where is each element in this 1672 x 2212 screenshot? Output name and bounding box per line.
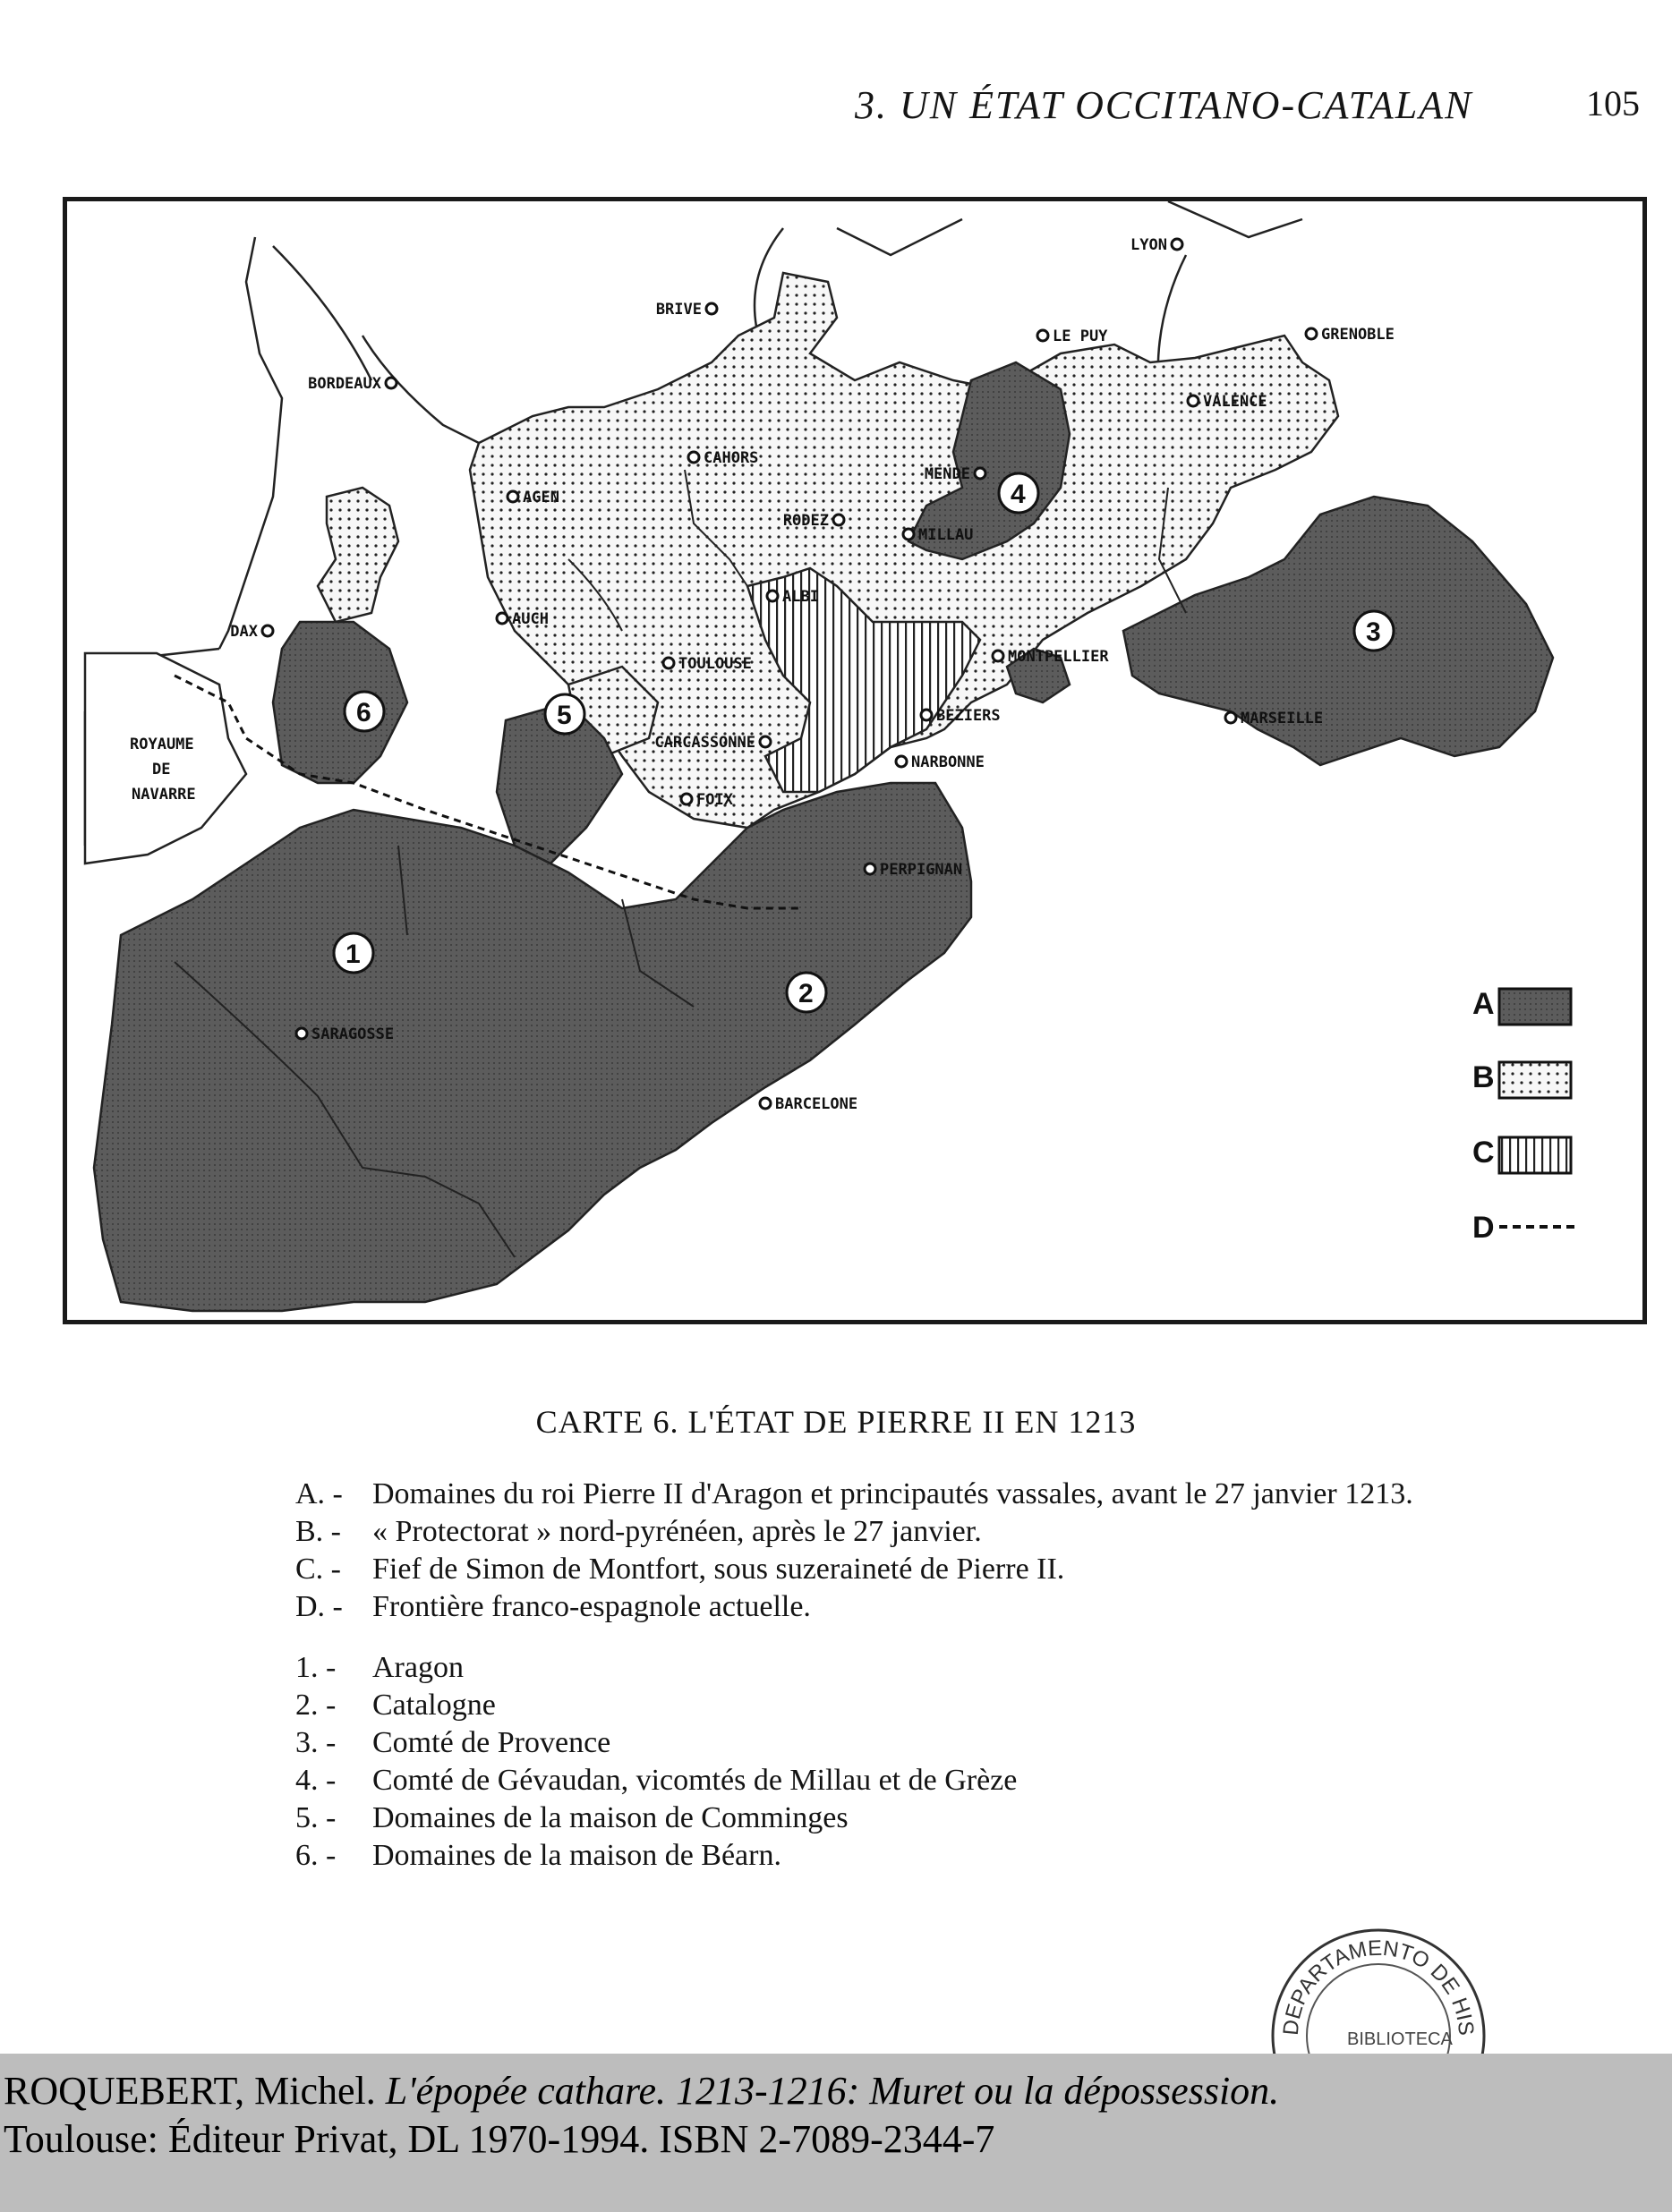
- legend-text: Comté de Gévaudan, vicomtés de Millau et de Grèze: [372, 1764, 1018, 1797]
- map-caption: CARTE 6. L'ÉTAT DE PIERRE II EN 1213: [535, 1404, 1137, 1440]
- city-label: MILLAU: [918, 526, 974, 544]
- city-label: BRIVE: [655, 301, 702, 319]
- svg-text:B: B: [1472, 1060, 1495, 1094]
- svg-text:C: C: [1472, 1136, 1495, 1170]
- city-label: SARAGOSSE: [311, 1025, 395, 1043]
- city-marker: [896, 756, 907, 767]
- citation-author: ROQUEBERT, Michel.: [4, 2069, 376, 2113]
- city-auch: [497, 610, 549, 628]
- legend-text: Domaines du roi Pierre II d'Aragon et principautés vassales, avant le 27 janvier 1213.: [372, 1477, 1413, 1510]
- navarre-outline: [85, 653, 246, 864]
- city-lyon: [1130, 236, 1182, 254]
- city-marker: [921, 710, 932, 720]
- legend-key: 5. -: [295, 1801, 337, 1834]
- city-marker: [497, 613, 508, 624]
- city-label: BEZIERS: [936, 707, 1001, 725]
- city-bordeaux: [308, 375, 397, 393]
- city-label: NARBONNE: [911, 753, 985, 771]
- legend-text: Frontière franco-espagnole actuelle.: [372, 1590, 811, 1623]
- svg-text:4: 4: [1011, 480, 1026, 509]
- city-saragosse: [296, 1025, 394, 1043]
- region-number-2: [787, 973, 826, 1012]
- city-carcassonne: [654, 734, 771, 752]
- city-marker: [1225, 712, 1236, 723]
- navarre-line-1: ROYAUME: [130, 736, 194, 753]
- legend-item-5: [295, 1800, 1656, 1836]
- city-marker: [1037, 330, 1048, 341]
- city-marker: [706, 303, 717, 314]
- city-marker: [1188, 396, 1199, 406]
- city-marker: [760, 736, 771, 747]
- city-brive: [656, 301, 717, 319]
- legend-key: B. -: [295, 1515, 341, 1548]
- region-number-3: [1354, 611, 1394, 651]
- city-label: RODEZ: [782, 512, 829, 530]
- key-b: [1472, 1060, 1571, 1098]
- stamp-text: DEPARTAMENTO DE HIS: [1278, 1936, 1479, 2037]
- stamp-inner: BIBLIOTECA: [1347, 2029, 1453, 2049]
- citation-title: L'épopée cathare. 1213-1216: Muret ou la dépossession.: [385, 2069, 1280, 2113]
- city-label: GRENOBLE: [1321, 326, 1395, 344]
- key-d: [1472, 1211, 1576, 1245]
- legend-text: Comté de Provence: [372, 1726, 611, 1759]
- city-marker: [903, 529, 914, 540]
- city-label: PERPIGNAN: [880, 861, 963, 879]
- legend-key: A. -: [295, 1477, 343, 1510]
- city-marker: [767, 591, 778, 601]
- legend-item-1: [295, 1650, 1656, 1686]
- legend-text: Catalogne: [372, 1689, 496, 1722]
- key-c: [1472, 1136, 1571, 1173]
- city-label: MENDE: [924, 465, 970, 483]
- city-label: BORDEAUX: [308, 375, 381, 393]
- navarre-line-3: NAVARRE: [132, 786, 196, 804]
- svg-text:2: 2: [798, 979, 814, 1008]
- city-le-puy: [1037, 328, 1108, 345]
- region-number-5: [545, 694, 584, 734]
- region-number-4: [999, 473, 1038, 513]
- legend-key: 3. -: [295, 1726, 337, 1759]
- city-montpellier: [993, 648, 1109, 666]
- legend-key: 4. -: [295, 1764, 337, 1797]
- city-marker: [296, 1028, 307, 1039]
- city-label: DAX: [230, 623, 258, 641]
- city-label: LYON: [1130, 236, 1167, 254]
- citation-banner: [0, 2054, 1672, 2212]
- city-grenoble: [1306, 326, 1395, 344]
- legend-key: C. -: [295, 1553, 341, 1586]
- city-perpignan: [865, 861, 962, 879]
- legend-key: 2. -: [295, 1689, 337, 1722]
- legend-item-c: [295, 1552, 1656, 1587]
- legend-item-3: [295, 1725, 1656, 1761]
- legend-item-2: [295, 1688, 1656, 1723]
- svg-text:6: 6: [356, 698, 371, 727]
- city-marker: [508, 491, 518, 502]
- city-marker: [681, 794, 692, 804]
- legend-item-d: [295, 1589, 1656, 1625]
- city-label: TOULOUSE: [678, 655, 752, 673]
- page-header: [0, 82, 1672, 136]
- city-marseille: [1225, 710, 1323, 727]
- svg-text:A: A: [1472, 987, 1495, 1021]
- city-marker: [1306, 328, 1317, 339]
- city-label: MONTPELLIER: [1008, 648, 1109, 666]
- city-marker: [262, 625, 273, 636]
- legend-item-6: [295, 1838, 1656, 1874]
- key-a: [1472, 987, 1571, 1025]
- city-label: AGEN: [523, 489, 559, 506]
- city-label: MARSEILLE: [1241, 710, 1324, 727]
- city-marker: [993, 651, 1003, 661]
- map-frame: [63, 197, 1647, 1324]
- city-marker: [386, 378, 397, 388]
- region-number-1: [334, 933, 373, 973]
- city-marker: [663, 658, 674, 668]
- legend-item-b: [295, 1514, 1656, 1550]
- legend-text: « Protectorat » nord-pyrénéen, après le 27 janvier.: [372, 1515, 982, 1548]
- map-svg: [67, 201, 1642, 1320]
- legend-text: Domaines de la maison de Béarn.: [372, 1839, 781, 1872]
- citation-line-1: [4, 2068, 1279, 2114]
- citation-publisher: Toulouse: Éditeur Privat, DL 1970-1994. ISBN 2-7089-2344-7: [4, 2117, 995, 2161]
- svg-text:5: 5: [557, 701, 572, 730]
- legend-key: 6. -: [295, 1839, 337, 1872]
- city-label: AUCH: [512, 610, 549, 628]
- legend-text: Domaines de la maison de Comminges: [372, 1801, 849, 1834]
- city-marker: [975, 468, 985, 479]
- legend-text: Fief de Simon de Montfort, sous suzeraineté de Pierre II.: [372, 1553, 1065, 1586]
- city-label: BARCELONE: [775, 1095, 858, 1113]
- city-marker: [865, 864, 875, 874]
- running-title: 3. UN ÉTAT OCCITANO-CATALAN: [855, 83, 1473, 127]
- legend-text: Aragon: [372, 1651, 464, 1684]
- map-key: [1472, 987, 1576, 1245]
- legend-letters: [295, 1476, 1656, 1625]
- city-marker: [688, 452, 699, 463]
- city-barcelone: [760, 1095, 857, 1113]
- svg-text:D: D: [1472, 1211, 1495, 1245]
- city-label: ALBI: [782, 588, 819, 606]
- city-narbonne: [896, 753, 985, 771]
- legend-key: D. -: [295, 1590, 343, 1623]
- legend-item-4: [295, 1763, 1656, 1799]
- city-marker: [1172, 239, 1182, 250]
- page-number: 105: [1586, 83, 1640, 123]
- city-label: VALENCE: [1203, 393, 1267, 411]
- city-dax: [230, 623, 273, 641]
- city-label: CARCASSONNE: [654, 734, 755, 752]
- legend-key: 1. -: [295, 1651, 337, 1684]
- legend-item-a: [295, 1476, 1656, 1512]
- svg-text:3: 3: [1366, 617, 1381, 647]
- city-label: LE PUY: [1053, 328, 1108, 345]
- svg-text:1: 1: [345, 940, 361, 969]
- city-label: FOIX: [696, 791, 733, 809]
- city-marker: [833, 515, 844, 525]
- legend-numbers: [295, 1650, 1656, 1874]
- navarre-line-2: DE: [152, 761, 171, 778]
- legend-list: [295, 1476, 1656, 1876]
- city-marker: [760, 1098, 771, 1109]
- city-label: CAHORS: [704, 449, 759, 467]
- region-number-6: [345, 692, 384, 731]
